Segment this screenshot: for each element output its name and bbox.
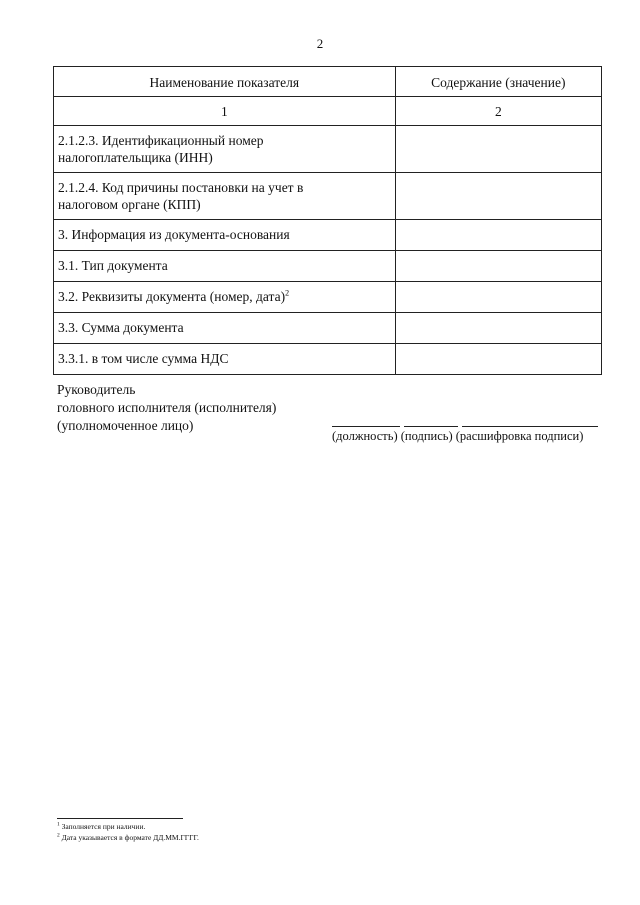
row-value-kpp [395,173,601,220]
row-label-basis-info: 3. Информация из документа-основания [54,220,396,251]
signature-line-signature [404,426,458,427]
footnote [57,832,199,843]
signer-line: Руководитель [57,382,136,397]
row-label-inn [54,126,396,173]
column-number-1: 1 [54,97,396,126]
table-row [54,251,602,282]
footnote-divider [57,818,183,819]
header-indicator-name: Наименование показателя [54,67,396,97]
footnotes [57,821,199,843]
signer-block [57,381,276,435]
row-value-doc-sum [395,313,601,344]
page-number: 2 [316,36,324,51]
signature-line-decoding [462,426,598,427]
row-value-doc-details [395,282,601,313]
table-row [54,282,602,313]
table-header-row [54,67,602,97]
signer-line: (уполномоченное лицо) [57,418,194,433]
row-label-text: 3.2. Реквизиты документа (номер, дата) [58,289,286,304]
row-value-basis-info [395,220,601,251]
signature-label-position: (должность) [332,429,398,443]
signer-line: головного исполнителя (исполнителя) [57,400,277,415]
signature-labels [332,429,598,444]
row-label-line: налоговом органе (КПП) [58,197,201,212]
row-label-doc-details [54,282,396,313]
row-value-doc-type [395,251,601,282]
row-value-inn [395,126,601,173]
table-row [54,126,602,173]
row-label-kpp [54,173,396,220]
row-label-line: 2.1.2.3. Идентификационный номер [58,133,264,148]
header-content-value: Содержание (значение) [395,67,601,97]
table-row [54,220,602,251]
signature-label-decoding: (расшифровка подписи) [455,429,584,443]
signature-line-position [332,426,400,427]
indicators-table [53,66,602,375]
row-label-doc-sum: 3.3. Сумма документа [54,313,396,344]
footnote-ref: 2 [285,288,290,298]
signature-label-signature: (подпись) [400,429,453,443]
footnote-text: Дата указывается в формате ДД.ММ.ГГГГ. [61,833,199,842]
table-row [54,173,602,220]
column-number-2: 2 [395,97,601,126]
table-row [54,313,602,344]
footnote-mark: 1 [57,821,60,828]
footnote-mark: 2 [57,832,60,839]
signature-area [332,426,598,444]
row-label-doc-type: 3.1. Тип документа [54,251,396,282]
row-label-vat-sum: 3.3.1. в том числе сумма НДС [54,344,396,375]
row-label-line: 2.1.2.4. Код причины постановки на учет в [58,180,304,195]
row-value-vat-sum [395,344,601,375]
row-label-line: налогоплательщика (ИНН) [58,150,213,165]
footnote [57,821,199,832]
footnote-text: Заполняется при наличии. [61,822,146,831]
column-numbers-row [54,97,602,126]
table-row [54,344,602,375]
signature-lines [332,426,598,427]
